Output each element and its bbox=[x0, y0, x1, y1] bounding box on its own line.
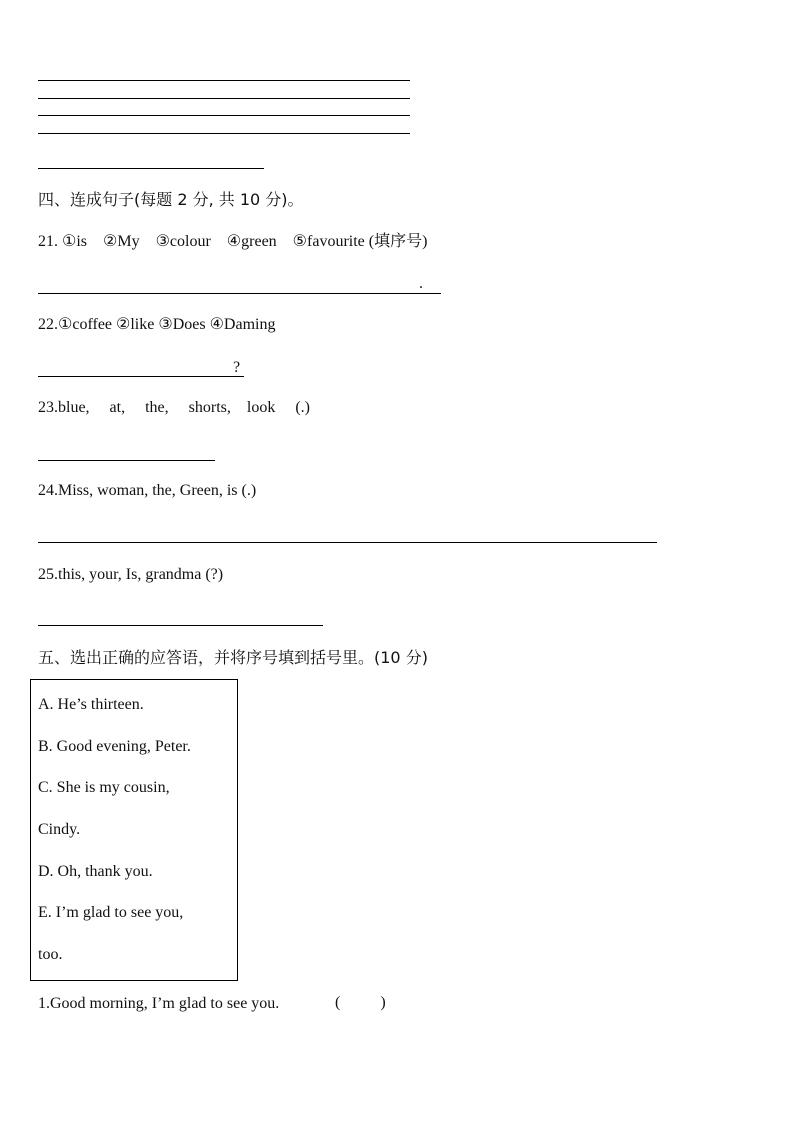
end-mark-22: ? bbox=[233, 359, 241, 376]
section-4-heading: 四、连成句子(每题 2 分, 共 10 分)。 bbox=[38, 190, 304, 209]
option-e-cont: too. bbox=[38, 946, 63, 963]
question-1: 1.Good morning, I’m glad to see you. bbox=[38, 995, 280, 1012]
option-c-cont: Cindy. bbox=[38, 821, 81, 838]
option-d: D. Oh, thank you. bbox=[38, 863, 153, 880]
option-a: A. He’s thirteen. bbox=[38, 696, 144, 713]
question-21: 21. ①is ②My ③colour ④green ⑤favourite (填序号) bbox=[38, 233, 428, 250]
answer-blank-1[interactable]: ( ) bbox=[335, 994, 386, 1011]
end-mark-21: . bbox=[419, 275, 423, 292]
section-5-heading: 五、选出正确的应答语，并将序号填到括号里。(10 分) bbox=[38, 648, 428, 667]
question-23: 23.blue, at, the, shorts, look (.) bbox=[38, 399, 310, 416]
answer-line-23[interactable] bbox=[38, 460, 215, 461]
option-e: E. I’m glad to see you, bbox=[38, 904, 184, 921]
answer-line-21[interactable] bbox=[38, 293, 441, 294]
answer-line bbox=[38, 168, 264, 169]
answer-line bbox=[38, 133, 410, 134]
option-b: B. Good evening, Peter. bbox=[38, 738, 191, 755]
answer-line bbox=[38, 98, 410, 99]
question-22: 22.①coffee ②like ③Does ④Daming bbox=[38, 316, 276, 333]
option-c: C. She is my cousin, bbox=[38, 779, 170, 796]
question-25: 25.this, your, Is, grandma (?) bbox=[38, 566, 224, 583]
answer-line-22[interactable] bbox=[38, 376, 244, 377]
answer-line-25[interactable] bbox=[38, 625, 323, 626]
answer-line bbox=[38, 80, 410, 81]
answer-line-24[interactable] bbox=[38, 542, 657, 543]
answer-line bbox=[38, 115, 410, 116]
question-24: 24.Miss, woman, the, Green, is (.) bbox=[38, 482, 257, 499]
